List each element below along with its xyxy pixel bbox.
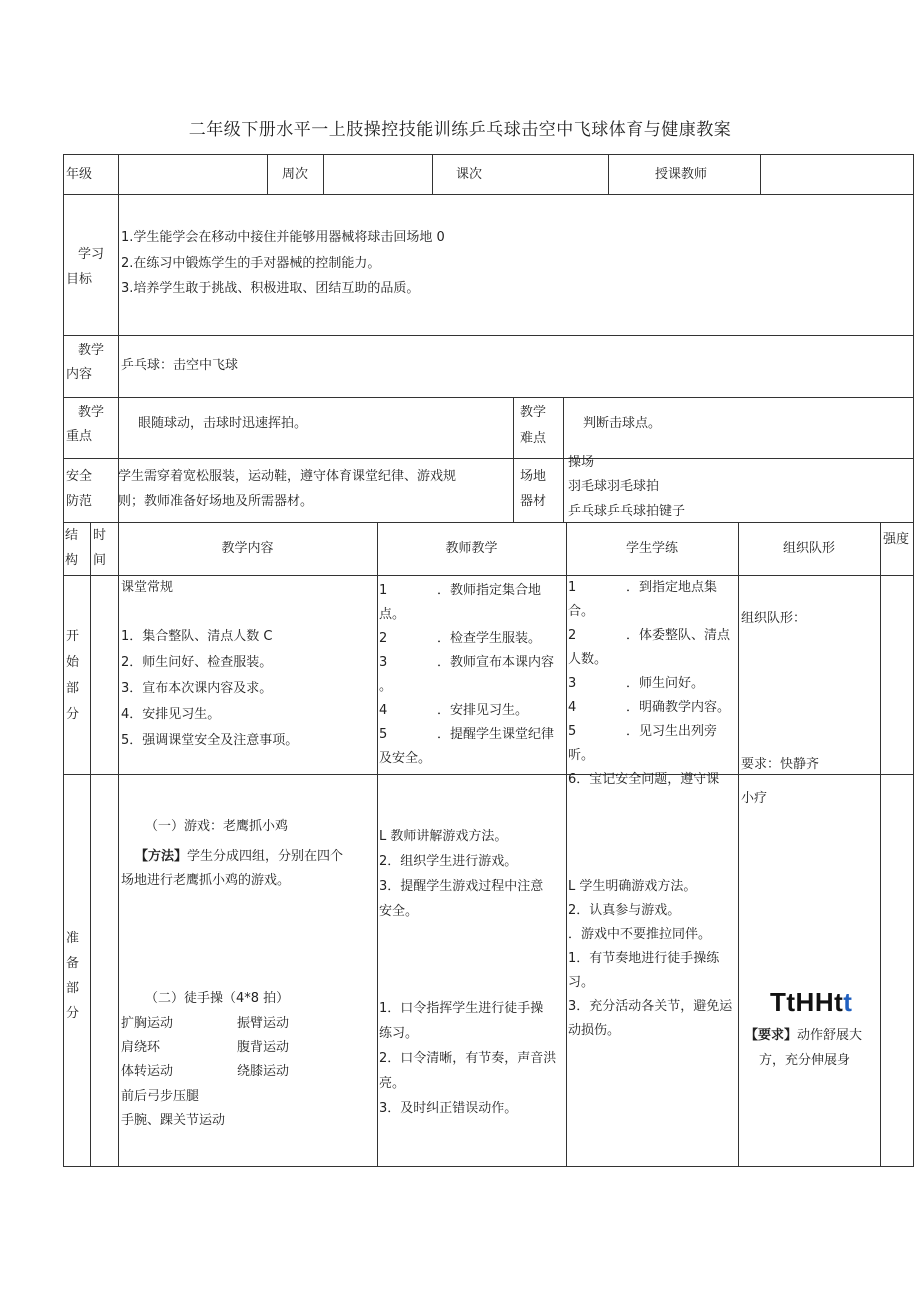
document-title: 二年级下册水平一上肢操控技能训练乒乓球击空中飞球体育与健康教案	[188, 120, 732, 140]
content-label: 内容	[66, 367, 93, 382]
safety-line: 则；教师准备好场地及所需器材。	[118, 494, 314, 509]
safety-line: 学生需穿着宽松服装，运动鞋，遵守体育课堂纪律、游戏规	[118, 469, 457, 484]
col-line	[513, 397, 514, 522]
student-step: 人数。	[568, 652, 608, 667]
content-value: 乒乓球：击空中飞球	[121, 358, 239, 373]
col-line	[118, 522, 119, 1167]
section-label: 始	[66, 655, 80, 670]
section-label: 分	[66, 707, 80, 722]
col-line	[880, 522, 881, 1167]
student-step: 6．宝记安全问题，遵守课	[568, 772, 720, 787]
student-step: 1．有节奏地进行徒手操练	[568, 951, 720, 966]
game-title: （一）游戏：老鹰抓小鸡	[145, 819, 289, 834]
structure-header: 构	[65, 553, 79, 568]
objective-item: 3.培养学生敢于挑战、积极进取、团结互助的品质。	[121, 281, 420, 296]
structure-header: 结	[65, 528, 79, 543]
col-line	[118, 154, 119, 194]
row-line	[63, 522, 914, 523]
difficulty-label: 教学	[520, 405, 547, 420]
exercise-item: 振臂运动	[237, 1016, 290, 1031]
teacher-step: 3 ．教师宣布本课内容	[379, 655, 555, 670]
routine-title: 课堂常规	[121, 580, 174, 595]
safety-label: 安全	[66, 469, 93, 484]
col-line	[432, 154, 433, 194]
objectives-label: 目标	[66, 272, 93, 287]
routine-item: 2．师生问好、检查服装。	[121, 655, 273, 670]
grade-label: 年级	[66, 167, 93, 182]
student-step: L 学生明确游戏方法。	[568, 879, 697, 894]
game-method: 【方法】学生分成四组，分别在四个	[135, 849, 344, 864]
exercise-item: 前后弓步压腿	[121, 1089, 200, 1104]
student-step: 5 ．见习生出列旁	[568, 724, 718, 739]
formation-label: 组织队形：	[741, 611, 807, 626]
student-step: 2．认真参与游戏。	[568, 903, 681, 918]
intensity-header: 强度	[883, 532, 910, 547]
objectives-label: 学习	[78, 247, 105, 262]
student-start-list	[568, 576, 738, 787]
student-step: ．游戏中不要推拉同伴。	[568, 927, 712, 942]
objective-item: 2.在练习中锻炼学生的手对器械的控制能力。	[121, 256, 381, 271]
student-step: 动损伤。	[568, 1023, 621, 1038]
row-line	[63, 458, 914, 459]
col-line	[608, 154, 609, 194]
student-step: 习。	[568, 975, 595, 990]
student-step: 合。	[568, 604, 595, 619]
teacher-step: 点。	[379, 607, 406, 622]
col-line	[267, 154, 268, 194]
teacher-step: 。	[379, 679, 393, 694]
section-label: 分	[66, 1006, 80, 1021]
section-label: 备	[66, 956, 80, 971]
student-step: 4 ．明确教学内容。	[568, 700, 731, 715]
student-prep-list	[568, 875, 732, 1043]
objective-item: 1.学生能学会在移动中接住并能够用器械将球击回场地 0	[121, 230, 445, 245]
teacher-step: 2．口令清晰，有节奏，声音洪	[379, 1051, 557, 1066]
routine-item: 4．安排见习生。	[121, 707, 221, 722]
prep-requirement: 方，充分伸展身	[759, 1053, 851, 1068]
teacher-step: 5 ．提醒学生课堂纪律	[379, 727, 555, 742]
difficulty-label: 难点	[520, 431, 547, 446]
teacher-start-list	[379, 579, 554, 771]
section-label: 部	[66, 681, 80, 696]
formation-figure: TtHHtt	[770, 987, 853, 1017]
student-step: 3 ．师生问好。	[568, 676, 705, 691]
col-line	[913, 154, 914, 1167]
row-line	[63, 154, 914, 155]
key-points-label: 教学	[78, 405, 105, 420]
col-line	[566, 522, 567, 1167]
teacher-label: 授课教师	[655, 167, 708, 182]
student-step: 3．充分活动各关节，避免运	[568, 999, 733, 1014]
row-line	[63, 774, 914, 775]
row-line	[63, 335, 914, 336]
exercise-item: 体转运动	[121, 1064, 174, 1079]
content-header: 教学内容	[221, 541, 274, 556]
exercise-title: （二）徒手操（4*8 拍）	[145, 991, 290, 1006]
venue-label: 器材	[520, 494, 547, 509]
game-method: 场地进行老鹰抓小鸡的游戏。	[121, 873, 291, 888]
row-line	[63, 1166, 914, 1167]
teacher-step: 1 ．教师指定集合地	[379, 583, 542, 598]
teacher-step: 及安全。	[379, 751, 432, 766]
teacher-step: 安全。	[379, 904, 419, 919]
formation-requirement: 要求：快静齐	[741, 757, 820, 772]
student-step: 听。	[568, 748, 595, 763]
week-label: 周次	[282, 167, 309, 182]
teacher-step: 3．及时纠正错误动作。	[379, 1101, 518, 1116]
routine-item: 5．强调课堂安全及注意事项。	[121, 733, 299, 748]
key-points-value: 眼随球动，击球时迅速挥拍。	[138, 416, 308, 431]
teacher-header: 教师教学	[445, 541, 498, 556]
routine-item: 3．宣布本次课内容及求。	[121, 681, 273, 696]
exercise-item: 扩胸运动	[121, 1016, 174, 1031]
section-label: 开	[66, 629, 80, 644]
row-line	[63, 575, 914, 576]
exercise-item: 腹背运动	[237, 1040, 290, 1055]
exercise-item: 肩绕环	[121, 1040, 161, 1055]
content-label: 教学	[78, 343, 105, 358]
time-header: 间	[93, 553, 107, 568]
safety-label: 防范	[66, 494, 93, 509]
requirement-tag: 【要求】	[745, 1028, 798, 1043]
equipment-item: 操场	[568, 455, 595, 470]
col-line	[323, 154, 324, 194]
col-line	[738, 522, 739, 1167]
student-step: 2 ．体委整队、清点	[568, 628, 731, 643]
student-step: 1 ．到指定地点集	[568, 580, 718, 595]
method-tag: 【方法】	[135, 849, 188, 864]
col-line	[377, 522, 378, 1167]
section-label: 准	[66, 931, 80, 946]
col-line	[63, 154, 64, 1167]
teacher-step: 亮。	[379, 1076, 406, 1091]
col-line	[760, 154, 761, 194]
row-line	[63, 194, 914, 195]
teacher-step: 3．提醒学生游戏过程中注意	[379, 879, 544, 894]
key-points-label: 重点	[66, 429, 93, 444]
teacher-step: 练习。	[379, 1026, 419, 1041]
teacher-step: 2 ．检查学生服装。	[379, 631, 542, 646]
section-label: 部	[66, 981, 80, 996]
teacher-step: 2．组织学生进行游戏。	[379, 854, 518, 869]
col-line	[563, 397, 564, 522]
time-header: 时	[93, 528, 107, 543]
equipment-item: 乒乓球乒乓球拍键子	[568, 504, 686, 519]
venue-label: 场地	[520, 469, 547, 484]
lesson-label: 课次	[456, 167, 483, 182]
exercise-item: 绕膝运动	[237, 1064, 290, 1079]
equipment-item: 羽毛球羽毛球拍	[568, 479, 660, 494]
routine-item: 1．集合整队、清点人数 C	[121, 629, 273, 644]
teacher-step: 4 ．安排见习生。	[379, 703, 529, 718]
student-header: 学生学练	[625, 541, 678, 556]
teacher-step: L 教师讲解游戏方法。	[379, 829, 508, 844]
exercise-item: 手腕、踝关节运动	[121, 1113, 226, 1128]
teacher-exercise-list	[379, 996, 556, 1121]
formation-caption: 小疗	[741, 791, 768, 806]
difficulty-value: 判断击球点。	[583, 416, 662, 431]
teacher-game-list	[379, 824, 543, 924]
prep-requirement: 【要求】动作舒展大	[745, 1028, 863, 1043]
formation-header: 组织队形	[782, 541, 835, 556]
col-line	[90, 522, 91, 1167]
row-line	[63, 397, 914, 398]
teacher-step: 1．口令指挥学生进行徒手操	[379, 1001, 544, 1016]
